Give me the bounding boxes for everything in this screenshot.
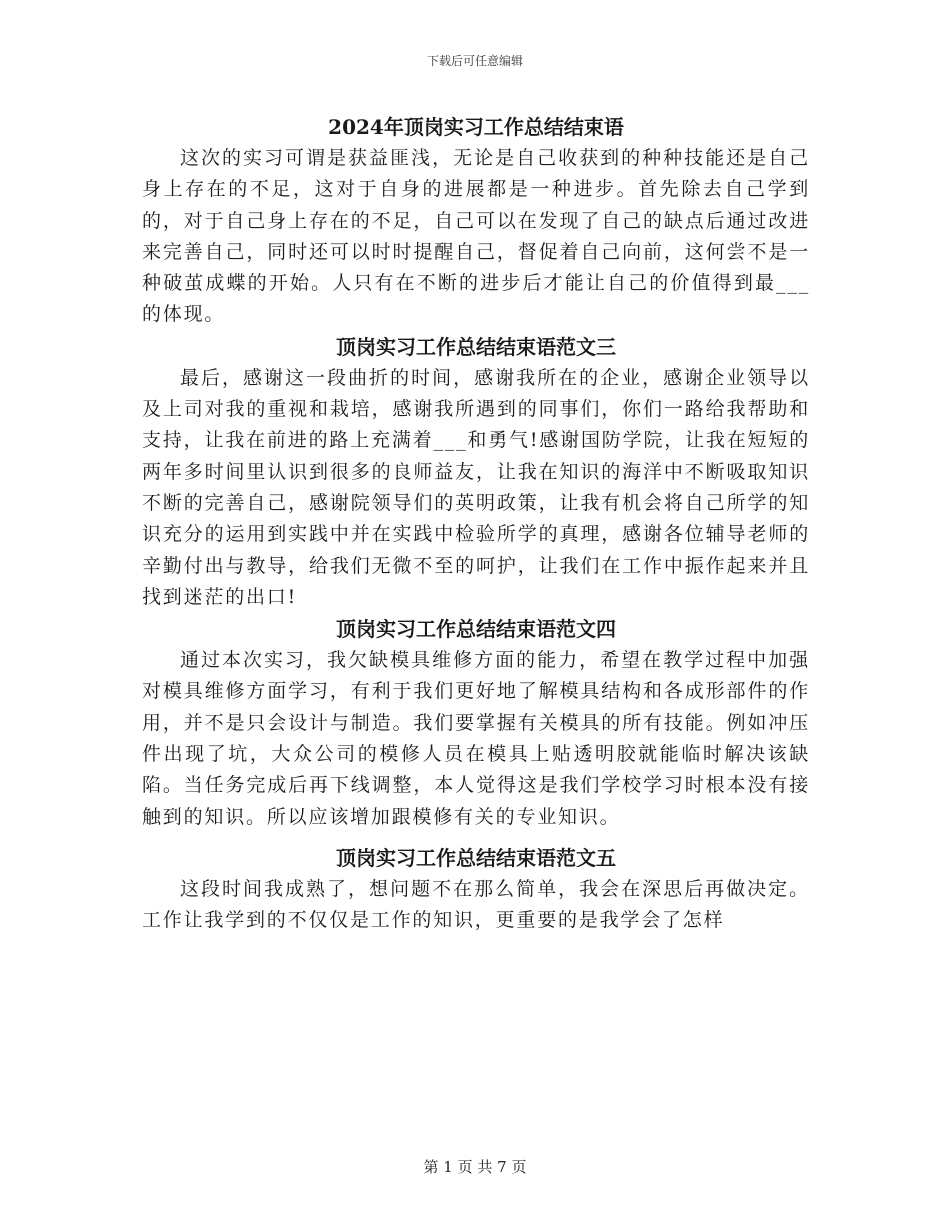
section-body: 这段时间我成熟了，想问题不在那么简单，我会在深思后再做决定。工作让我学到的不仅仅是工作的知识，更重要的是我学会了怎样 [142, 877, 810, 932]
section-body: 这次的实习可谓是获益匪浅，无论是自己收获到的种种技能还是自己身上存在的不足，这对于自身的进展都是一种进步。首先除去自己学到的，对于自己身上存在的不足，自己可以在发现了自己的缺点后通过改进来完善自己，同时还可以时时提醒自己，督促着自己向前，这何尝不是一种破茧成蝶的开始。人只有在不断的进步后才能让自己的价值得到最___的体现。 [142, 147, 810, 326]
section-body: 通过本次实习，我欠缺模具维修方面的能力，希望在教学过程中加强对模具维修方面学习，有利于我们更好地了解模具结构和各成形部件的作用，并不是只会设计与制造。我们要掌握有关模具的所有技能。例如冲压件出现了坑，大众公司的模修人员在模具上贴透明胶就能临时解决该缺陷。当任务完成后再下线调整，本人觉得这是我们学校学习时根本没有接触到的知识。所以应该增加跟模修有关的专业知识。 [142, 649, 810, 828]
section-title: 2024年顶岗实习工作总结结束语 [328, 115, 624, 139]
section-2 [142, 332, 810, 613]
page-number-footer: 第 1 页 共 7 页 [423, 1158, 527, 1176]
section-1 [142, 112, 810, 331]
section-title: 顶岗实习工作总结结束语范文五 [336, 845, 616, 870]
section-4 [142, 843, 810, 937]
section-body: 最后，感谢这一段曲折的时间，感谢我所在的企业，感谢企业领导以及上司对我的重视和栽培，感谢我所遇到的同事们，你们一路给我帮助和支持，让我在前进的路上充满着___和勇气!感谢国防学院，让我在短短的两年多时间里认识到很多的良师益友，让我在知识的海洋中不断吸取知识不断的完善自己，感谢院领导们的英明政策，让我有机会将自己所学的知识充分的运用到实践中并在实践中检验所学的真理，感谢各位辅导老师的辛勤付出与教导，给我们无微不至的呵护，让我们在工作中振作起来并且找到迷茫的出口! [142, 366, 810, 608]
header-note: 下载后可任意编辑 [426, 54, 523, 68]
section-title: 顶岗实习工作总结结束语范文三 [336, 334, 616, 359]
document-content [142, 112, 810, 938]
section-3 [142, 614, 810, 833]
section-title: 顶岗实习工作总结结束语范文四 [336, 617, 616, 642]
